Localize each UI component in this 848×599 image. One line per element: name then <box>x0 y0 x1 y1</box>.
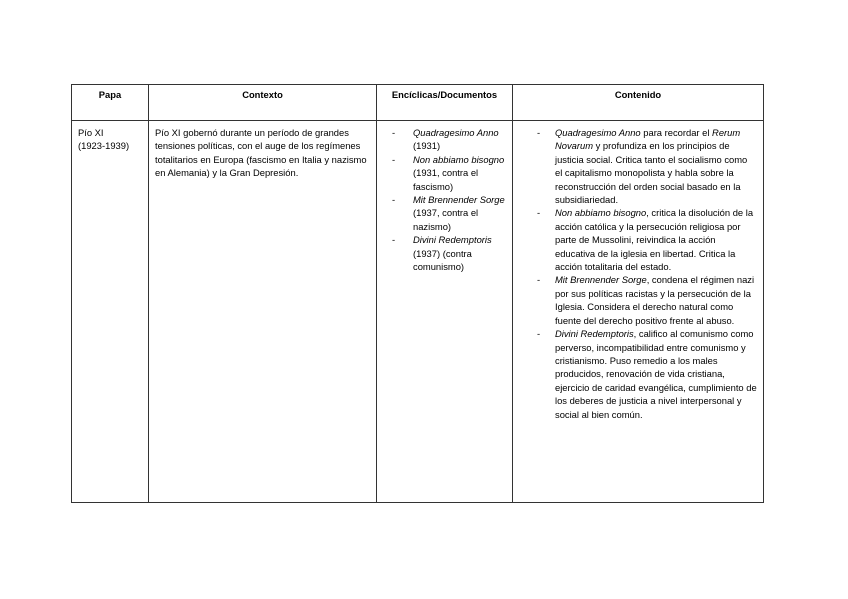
doc-detail: (1937) (contra comunismo) <box>413 247 472 273</box>
content-reference: Rerum Novarum <box>555 127 741 152</box>
content-title: Quadragesimo Anno <box>555 127 641 138</box>
list-item <box>383 153 506 193</box>
list-item <box>383 126 506 153</box>
content-title: Non abbiamo bisogno <box>555 207 647 219</box>
header-contexto: Contexto <box>149 85 377 121</box>
content-title: Divini Redemptoris <box>555 328 634 340</box>
list-item <box>383 233 506 273</box>
table-header-row <box>72 85 764 121</box>
cell-documentos <box>377 121 513 503</box>
cell-contexto <box>149 121 377 503</box>
header-contenido: Contenido <box>513 85 764 121</box>
contenido-list <box>519 126 757 421</box>
header-documentos: Encíclicas/Documentos <box>377 85 513 121</box>
doc-detail: (1931, contra el fascismo) <box>413 167 479 192</box>
doc-detail: (1931) <box>413 140 441 152</box>
cell-papa <box>72 121 149 503</box>
popes-table <box>71 84 764 503</box>
contexto-text: Pío XI gobernó durante un período de grandes tensiones políticas, con el auge de los regímenes totalitarios en Europa (fascismo en Italia y nazismo en Alemania) y la Gran Depresión. <box>155 127 367 179</box>
papa-years: (1923-1939) <box>78 140 130 152</box>
doc-title: Non abbiamo bisogno <box>413 153 505 165</box>
content-text: , condena el régimen nazi por sus políticas racistas y la persecución de la Iglesia. Considera el derecho natural como fuente del derecho positivo frente al abuso. <box>555 274 755 326</box>
header-papa: Papa <box>72 85 149 121</box>
list-item <box>519 273 757 327</box>
cell-contenido <box>513 121 764 503</box>
content-text: , califico al comunismo como perverso, incompatibilidad entre comunismo y cristianismo. Puso remedio a los males producidos, renovación de vida cristiana, ejercicio de caridad evangélica, cumplimiento de los deberes de justicia a nivel interpersonal y social al bien común. <box>555 328 757 420</box>
list-item <box>383 193 506 233</box>
content-text: para recordar el <box>640 127 713 138</box>
doc-title: Quadragesimo Anno <box>413 127 499 138</box>
doc-title: Divini Redemptoris <box>413 234 492 246</box>
content-text: , critica la disolución de la acción católica y la persecución religiosa por parte de Mussolini, reivindica la acción educativa de la iglesia en libertad. Critica la acción totalitaria del estado. <box>555 207 754 273</box>
list-item <box>519 206 757 273</box>
table-row <box>72 121 764 503</box>
content-text: y profundiza en los principios de justicia social. Critica tanto el socialismo como el capitalismo monopolista y habla sobre la reconstrucción del orden social basado en la subsidiariedad. <box>555 140 748 206</box>
list-item <box>519 126 757 206</box>
documentos-list <box>383 126 506 273</box>
doc-title: Mit Brennender Sorge <box>413 194 505 206</box>
list-item <box>519 327 757 421</box>
content-title: Mit Brennender Sorge <box>555 274 647 286</box>
papa-name: Pío XI <box>78 127 104 138</box>
doc-detail: (1937, contra el nazismo) <box>413 207 479 232</box>
